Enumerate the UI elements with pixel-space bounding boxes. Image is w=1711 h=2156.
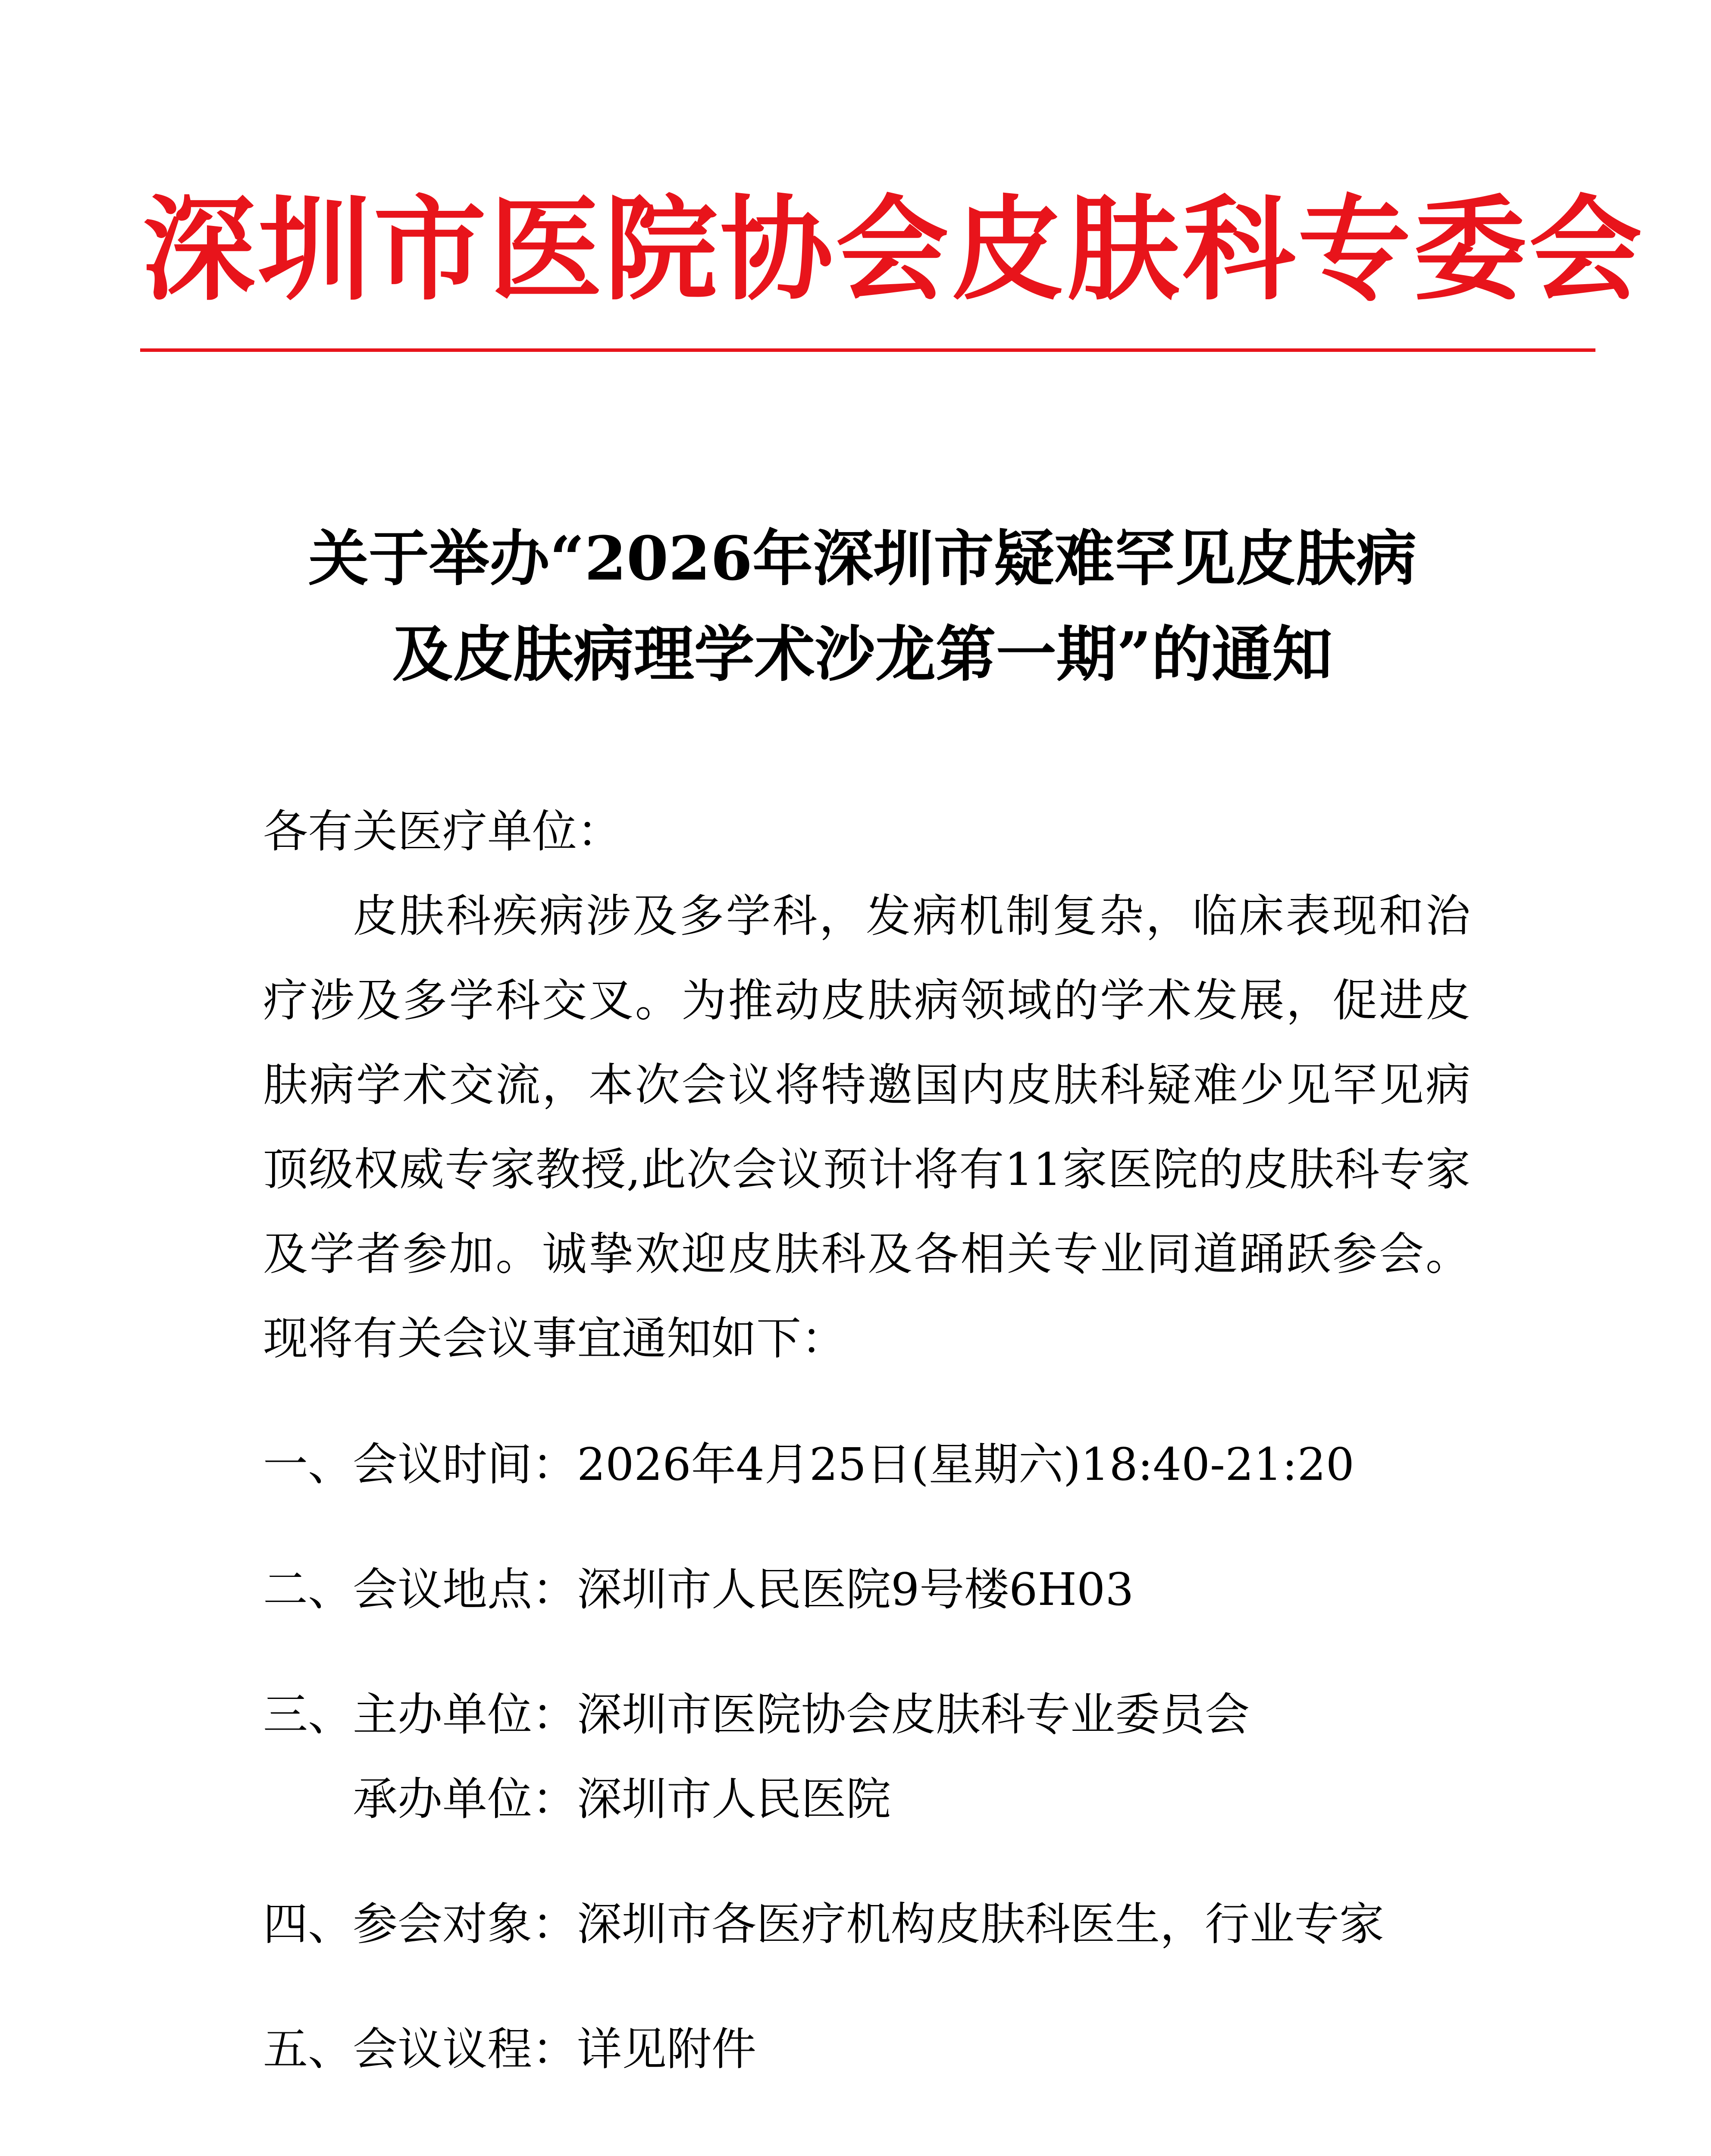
- salutation: 各有关医疗单位：: [263, 805, 622, 858]
- item-organizer: [263, 1672, 1470, 1757]
- item-value: 深圳市人民医院: [577, 1773, 891, 1825]
- item-value: 深圳市人民医院9号楼6H03: [577, 1563, 1134, 1616]
- item-label: 四、参会对象：: [263, 1898, 577, 1950]
- notice-title-line-1: 关于举办“2026年深圳市疑难罕见皮肤病: [308, 523, 1417, 594]
- letterhead-org-name: 深圳市医院协会皮肤科专委会: [142, 184, 1645, 316]
- item-label: 一、会议时间：: [263, 1438, 577, 1491]
- item-co-organizer: [263, 1757, 1470, 1841]
- notice-body: [263, 789, 1470, 2091]
- item-label: 二、会议地点：: [263, 1563, 577, 1616]
- item-agenda: [263, 2007, 1470, 2091]
- notice-title: [224, 511, 1501, 702]
- item-meeting-venue: [263, 1547, 1470, 1632]
- item-participants: [263, 1882, 1470, 1966]
- item-label: 承办单位：: [353, 1773, 577, 1825]
- item-meeting-time: [263, 1422, 1470, 1507]
- letterhead-red-rule: [140, 348, 1595, 352]
- intro-paragraph: 皮肤科疾病涉及多学科，发病机制复杂，临床表现和治疗涉及多学科交叉。为推动皮肤病领域的学术发展，促进皮肤病学术交流，本次会议将特邀国内皮肤科疑难少见罕见病顶级权威专家教授,此次会议预计将有11家医院的皮肤科专家及学者参加。诚挚欢迎皮肤科及各相关专业同道踊跃参会。现将有关会议事宜通知如下：: [263, 890, 1470, 1365]
- item-value: 详见附件: [577, 2023, 757, 2075]
- item-value: 深圳市各医疗机构皮肤科医生，行业专家: [577, 1898, 1385, 1950]
- item-label: 五、会议议程：: [263, 2023, 577, 2075]
- item-value: 2026年4月25日(星期六)18:40-21:20: [577, 1438, 1354, 1491]
- item-label: 三、主办单位：: [263, 1688, 577, 1741]
- notice-title-line-2: 及皮肤病理学术沙龙第一期”的通知: [392, 619, 1333, 690]
- item-value: 深圳市医院协会皮肤科专业委员会: [577, 1688, 1250, 1741]
